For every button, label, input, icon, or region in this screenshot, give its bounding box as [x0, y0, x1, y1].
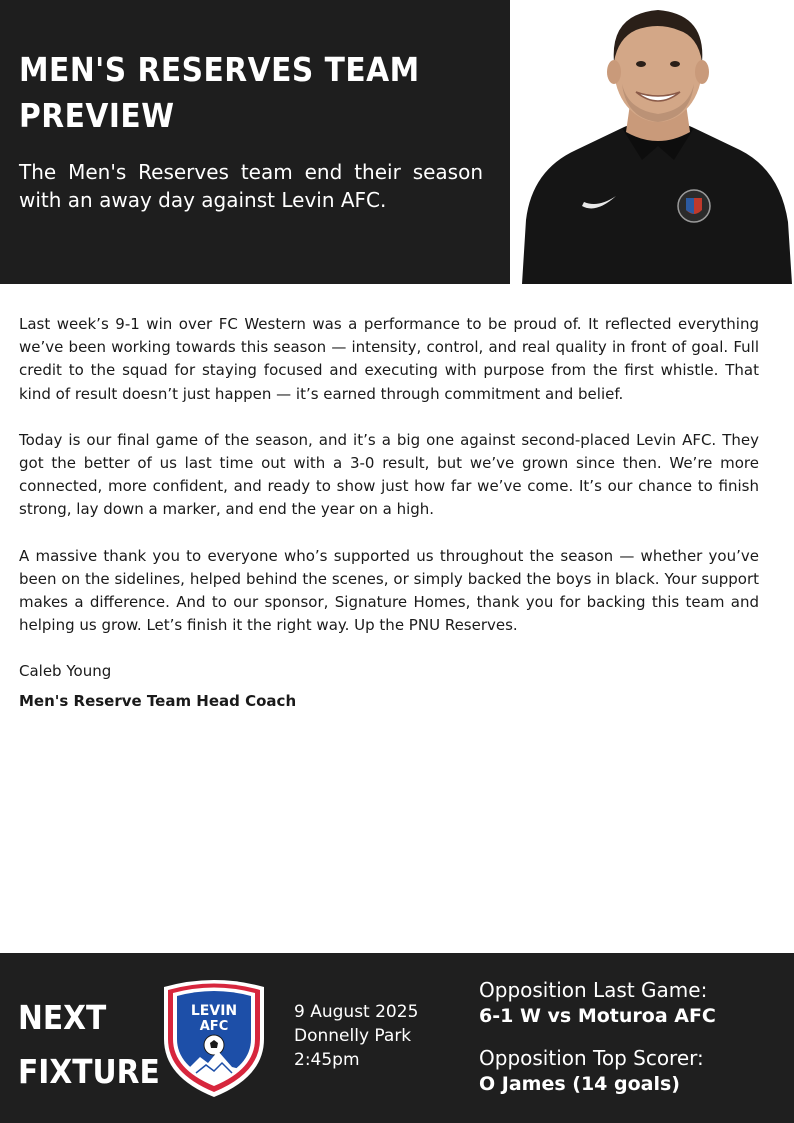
signature-role: Men's Reserve Team Head Coach — [19, 691, 297, 710]
opposition-stats — [479, 977, 779, 1113]
body-paragraph-1: Last week’s 9-1 win over FC Western was a performance to be proud of. It reflected everything we’ve been working towards this season — intensity, control, and real quality in front of goal. Full credit to the squad for staying focused and executing with purpose from the first whistle. That kind of result doesn’t just happen — it’s earned through commitment and belief. — [19, 315, 759, 403]
next-fixture-line-1: NEXT — [18, 998, 107, 1037]
page-subtitle: The Men's Reserves team end their season with an away day against Levin AFC. — [19, 160, 483, 212]
fixture-venue: Donnelly Park — [294, 1026, 412, 1046]
last-game-label: Opposition Last Game: — [479, 978, 708, 1002]
signature-name: Caleb Young — [19, 662, 112, 681]
body-paragraph-2: Today is our final game of the season, and it’s a big one against second-placed Levin AFC. They got the better of us last time out with a 3-0 result, but we’ve grown since then. We’re more connected, more confident, and ready to show just how far we’ve come. It’s our chance to finish strong, lay down a marker, and end the year on a high. — [19, 430, 759, 519]
header-panel — [0, 0, 510, 284]
next-fixture-heading — [18, 991, 160, 1099]
levin-afc-crest-icon — [160, 977, 268, 1099]
crest-text-afc: AFC — [199, 1019, 229, 1034]
title-line-1: MEN'S RESERVES TEAM — [19, 50, 420, 89]
article-body — [19, 313, 759, 713]
header — [0, 0, 794, 284]
next-fixture-footer — [0, 953, 794, 1123]
last-game-value: 6-1 W vs Moturoa AFC — [479, 1005, 716, 1027]
page-title — [19, 47, 489, 139]
title-line-2: PREVIEW — [19, 96, 175, 135]
coach-photo-image — [518, 0, 794, 284]
coach-photo — [518, 0, 794, 284]
crest-graphic — [160, 977, 268, 1099]
next-fixture-line-2: FIXTURE — [18, 1052, 160, 1091]
top-scorer-value: O James (14 goals) — [479, 1073, 680, 1095]
crest-text-levin: LEVIN — [190, 1003, 238, 1019]
body-paragraph-3: A massive thank you to everyone who’s supported us throughout the season — whether you’ve been on the sidelines, helped behind the scenes, or simply backed the boys in black. Your support makes a difference. And to our sponsor, Signature Homes, thank you for backing this team and helping us grow. Let’s finish it the right way. Up the PNU Reserves. — [19, 546, 759, 635]
top-scorer-label: Opposition Top Scorer: — [479, 1046, 704, 1070]
fixture-details — [294, 1000, 418, 1072]
fixture-time: 2:45pm — [294, 1050, 360, 1070]
fixture-date: 9 August 2025 — [294, 1002, 419, 1022]
